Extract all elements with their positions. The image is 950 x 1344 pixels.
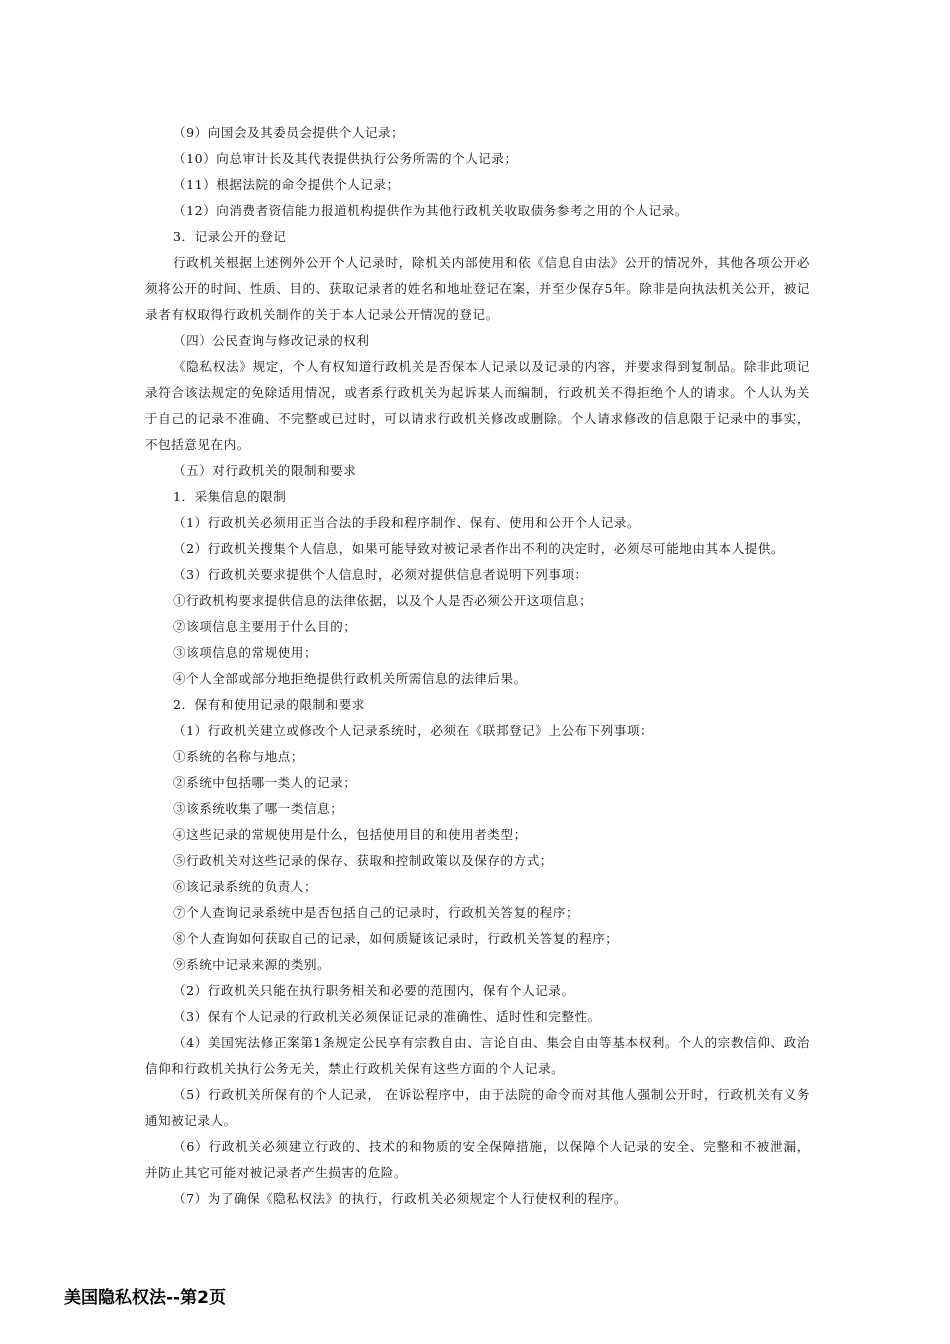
paragraph: ⑥该记录系统的负责人； xyxy=(173,879,318,894)
paragraph: 3．记录公开的登记 xyxy=(173,229,287,244)
paragraph: ④这些记录的常规使用是什么，包括使用目的和使用者类型； xyxy=(173,827,527,842)
paragraph: ②系统中包括哪一类人的记录； xyxy=(173,775,357,790)
paragraph: （3）保有个人记录的行政机关必须保证记录的准确性、适时性和完整性。 xyxy=(173,1009,601,1024)
paragraph: 行政机关根据上述例外公开个人记录时，除机关内部使用和依《信息自由法》公开的情况外，其他各项公开必须将公开的时间、性质、目的、获取记录者的姓名和地址登记在案，并至少保存5年。除非是向执法机关公开，被记录者有权取得行政机关制作的关于本人记录公开情况的登记。 xyxy=(145,255,810,322)
paragraph: （五）对行政机关的限制和要求 xyxy=(173,463,357,478)
paragraph: （7）为了确保《隐私权法》的执行，行政机关必须规定个人行使权利的程序。 xyxy=(173,1191,627,1206)
paragraph: （1）行政机关必须用正当合法的手段和程序制作、保有、使用和公开个人记录。 xyxy=(173,515,641,530)
paragraph: ⑨系统中记录来源的类别。 xyxy=(173,957,331,972)
paragraph: （5）行政机关所保有的个人记录， 在诉讼程序中，由于法院的命令而对其他人强制公开时，行政机关有义务通知被记录人。 xyxy=(145,1087,810,1128)
paragraph: （9）向国会及其委员会提供个人记录； xyxy=(173,125,405,140)
paragraph: ④个人全部或部分地拒绝提供行政机关所需信息的法律后果。 xyxy=(173,671,527,686)
paragraph: （4）美国宪法修正案第1条规定公民享有宗教自由、言论自由、集会自由等基本权利。个人的宗教信仰、政治信仰和行政机关执行公务无关，禁止行政机关保有这些方面的个人记录。 xyxy=(145,1035,810,1076)
paragraph: （3）行政机关要求提供个人信息时，必须对提供信息者说明下列事项： xyxy=(173,567,588,582)
document-body xyxy=(145,120,810,1212)
paragraph: ③该系统收集了哪一类信息； xyxy=(173,801,344,816)
paragraph: 1．采集信息的限制 xyxy=(173,489,287,504)
paragraph: ③该项信息的常规使用； xyxy=(173,645,318,660)
paragraph: （11）根据法院的命令提供个人记录； xyxy=(173,177,400,192)
paragraph: ②该项信息主要用于什么目的； xyxy=(173,619,357,634)
paragraph: （10）向总审计长及其代表提供执行公务所需的个人记录； xyxy=(173,151,518,166)
paragraph: 2．保有和使用记录的限制和要求 xyxy=(173,697,365,712)
paragraph: （四）公民查询与修改记录的权利 xyxy=(173,333,370,348)
paragraph: （2）行政机关只能在执行职务相关和必要的范围内，保有个人记录。 xyxy=(173,983,575,998)
paragraph: （1）行政机关建立或修改个人记录系统时，必须在《联邦登记》上公布下列事项： xyxy=(173,723,654,738)
paragraph: ⑦个人查询记录系统中是否包括自己的记录时，行政机关答复的程序； xyxy=(173,905,580,920)
paragraph: ①行政机构要求提供信息的法律依据，以及个人是否必须公开这项信息； xyxy=(173,593,593,608)
paragraph: （12）向消费者资信能力报道机构提供作为其他行政机关收取债务参考之用的个人记录。 xyxy=(173,203,688,218)
paragraph: ⑤行政机关对这些记录的保存、获取和控制政策以及保存的方式； xyxy=(173,853,553,868)
paragraph: ⑧个人查询如何获取自己的记录，如何质疑该记录时，行政机关答复的程序； xyxy=(173,931,619,946)
page-footer: 美国隐私权法--第2页 xyxy=(64,1288,226,1308)
paragraph: （2）行政机关搜集个人信息，如果可能导致对被记录者作出不利的决定时，必须尽可能地由其本人提供。 xyxy=(173,541,785,556)
paragraph: 《隐私权法》规定，个人有权知道行政机关是否保本人记录以及记录的内容，并要求得到复制品。除非此项记录符合该法规定的免除适用情况，或者系行政机关为起诉某人而编制，行政机关不得拒绝个人的请求。个人认为关于自己的记录不准确、不完整或已过时，可以请求行政机关修改或删除。个人请求修改的信息限于记录中的事实，不包括意见在内。 xyxy=(145,359,810,452)
paragraph: （6）行政机关必须建立行政的、技术的和物质的安全保障措施，以保障个人记录的安全、完整和不被泄漏，并防止其它可能对被记录者产生损害的危险。 xyxy=(145,1139,810,1180)
paragraph: ①系统的名称与地点； xyxy=(173,749,305,764)
